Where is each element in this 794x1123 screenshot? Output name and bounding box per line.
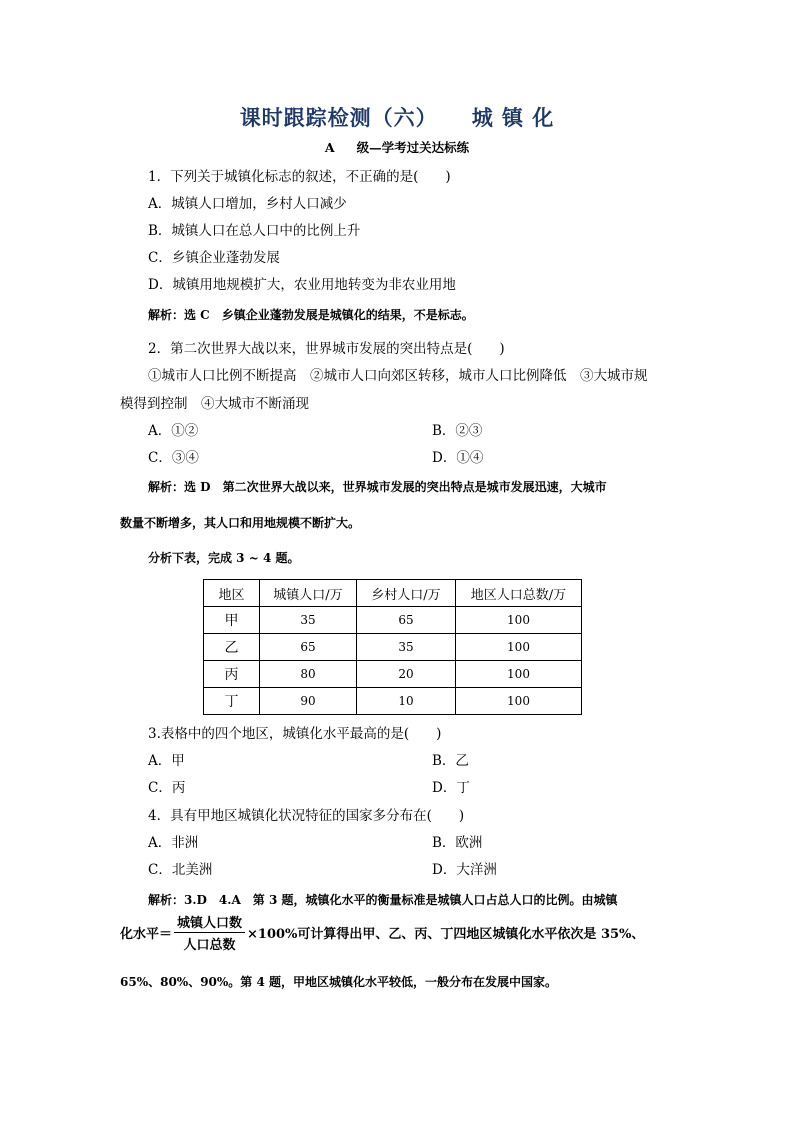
table-cell-region: 乙 <box>204 634 260 661</box>
fraction-numerator: 城镇人口数 <box>174 912 245 933</box>
table-cell: 65 <box>260 634 357 661</box>
table-cell: 100 <box>456 634 582 661</box>
table-header-row <box>204 580 582 607</box>
q1-analysis-text: 乡镇企业蓬勃发展是城镇化的结果，不是标志。 <box>221 308 474 322</box>
q34-analysis-label: 解析：3.D 4.A <box>148 893 241 907</box>
q2-stem: 2．第二次世界大战以来，世界城市发展的突出特点是( ) <box>148 341 505 357</box>
q1-stem: 1．下列关于城镇化标志的叙述，不正确的是( ) <box>148 169 451 185</box>
table-intro: 分析下表，完成 3 ~ 4 题。 <box>148 551 300 565</box>
q4-option-a: A．非洲 <box>148 835 199 851</box>
table-row <box>204 661 582 688</box>
q2-analysis <box>148 478 607 495</box>
q34-analysis-cont: 65%、80%、90%。第 4 题，甲地区城镇化水平较低，一般分布在发展中国家。 <box>120 975 558 989</box>
q34-analysis <box>148 891 618 908</box>
table-cell-region: 丙 <box>204 661 260 688</box>
table-cell: 20 <box>357 661 456 688</box>
table-cell: 35 <box>357 634 456 661</box>
q3-option-a: A．甲 <box>148 753 185 769</box>
q3-stem: 3.表格中的四个地区，城镇化水平最高的是( ) <box>148 726 442 742</box>
table-cell: 100 <box>456 607 582 634</box>
q1-option-a: A．城镇人口增加，乡村人口减少 <box>148 196 347 212</box>
q2-items-line2: 模得到控制 ④大城市不断涌现 <box>120 396 309 412</box>
table-header: 城镇人口/万 <box>260 580 357 607</box>
table-cell-region: 丁 <box>204 688 260 715</box>
table-header: 乡村人口/万 <box>357 580 456 607</box>
formula-suffix: ×100%可计算得出甲、乙、丙、丁四地区城镇化水平依次是 35%、 <box>247 927 645 942</box>
formula-prefix: 化水平＝ <box>120 927 173 942</box>
q2-option-d: D．①④ <box>432 450 484 466</box>
q1-analysis <box>148 306 474 323</box>
q1-option-b: B．城镇人口在总人口中的比例上升 <box>148 223 361 239</box>
q2-analysis-cont: 数量不断增多，其人口和用地规模不断扩大。 <box>120 516 361 530</box>
table-row <box>204 688 582 715</box>
q2-option-b: B．②③ <box>432 423 483 439</box>
q3-option-c: C．丙 <box>148 780 186 796</box>
table-row <box>204 634 582 661</box>
q2-items-line1: ①城市人口比例不断提高 ②城市人口向郊区转移，城市人口比例降低 ③大城市规 <box>148 368 648 384</box>
table-cell: 80 <box>260 661 357 688</box>
title-topic: 城 镇 化 <box>471 105 555 130</box>
table-cell: 65 <box>357 607 456 634</box>
q34-analysis-text: 第 3 题，城镇化水平的衡量标准是城镇人口占总人口的比例。由城镇 <box>252 893 618 907</box>
table-cell: 90 <box>260 688 357 715</box>
section-level-letter: A <box>324 140 335 155</box>
q2-option-c: C．③④ <box>148 450 199 466</box>
q1-option-c: C．乡镇企业蓬勃发展 <box>148 250 280 266</box>
table-header: 地区 <box>204 580 260 607</box>
q1-option-d: D．城镇用地规模扩大，农业用地转变为非农业用地 <box>148 277 456 293</box>
q3-option-d: D．丁 <box>432 780 470 796</box>
formula-fraction <box>174 912 245 953</box>
table-header: 地区人口总数/万 <box>456 580 582 607</box>
section-level-text: 级—学考过关达标练 <box>356 140 470 155</box>
section-heading <box>0 138 794 156</box>
q2-analysis-label: 解析：选 D <box>148 480 211 494</box>
urbanization-formula <box>120 912 644 953</box>
page-title <box>0 102 794 132</box>
title-main: 课时跟踪检测（六） <box>239 105 438 130</box>
q4-option-c: C．北美洲 <box>148 862 213 878</box>
q2-analysis-text: 第二次世界大战以来，世界城市发展的突出特点是城市发展迅速，大城市 <box>222 480 607 494</box>
population-table <box>203 579 582 715</box>
q4-option-d: D．大洋洲 <box>432 862 497 878</box>
table-cell: 100 <box>456 661 582 688</box>
fraction-denominator: 人口总数 <box>183 938 236 953</box>
table-cell-region: 甲 <box>204 607 260 634</box>
q2-option-a: A．①② <box>148 423 199 439</box>
q1-analysis-label: 解析：选 C <box>148 308 210 322</box>
table-cell: 100 <box>456 688 582 715</box>
q4-option-b: B．欧洲 <box>432 835 483 851</box>
table-row <box>204 607 582 634</box>
table-cell: 35 <box>260 607 357 634</box>
q3-option-b: B．乙 <box>432 753 469 769</box>
q4-stem: 4．具有甲地区城镇化状况特征的国家多分布在( ) <box>148 808 465 824</box>
table-cell: 10 <box>357 688 456 715</box>
